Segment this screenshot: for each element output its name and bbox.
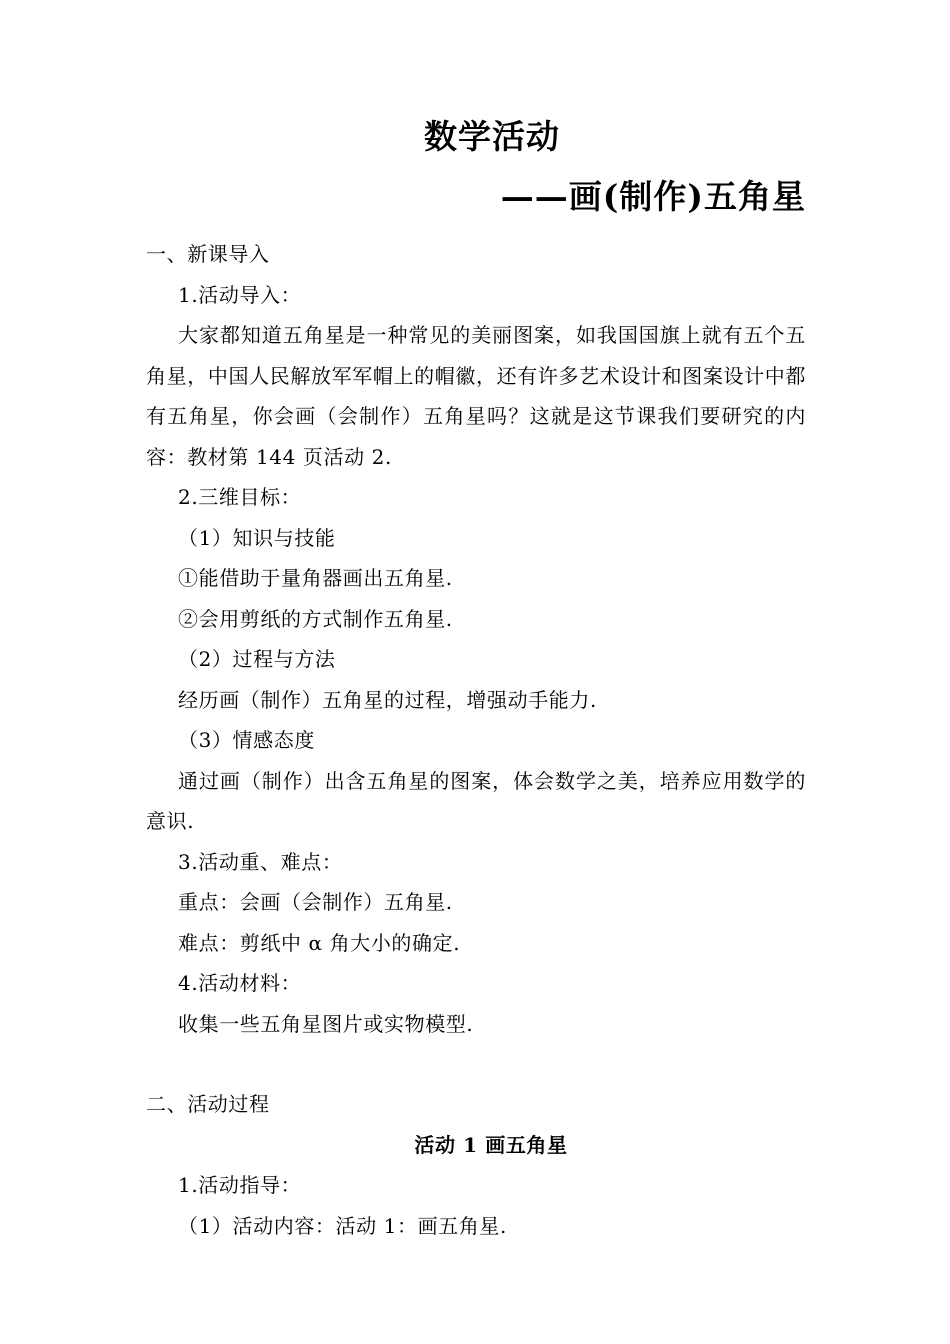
section-spacer [146,1044,806,1084]
document-body [146,234,806,1246]
activity-intro-heading: 1.活动导入： [178,282,302,307]
goal-knowledge-heading: （1）知识与技能 [178,525,336,550]
document-subtitle: ——画(制作)五角星 [500,177,806,216]
goal-knowledge-item-2: ②会用剪纸的方式制作五角星. [178,606,453,631]
difficult-point: 难点：剪纸中 α 角大小的确定. [178,930,461,955]
activity-1-title: 活动 1 画五角星 [414,1132,568,1157]
key-point: 重点：会画（会制作）五角星. [178,890,453,914]
goal-emotion-body: 通过画（制作）出含五角星的图案，体会数学之美，培养应用数学的意识. [146,768,806,833]
goal-knowledge-item-1: ①能借助于量角器画出五角星. [178,566,453,590]
activity-guide-item-1: （1）活动内容：活动 1：画五角星. [178,1213,507,1238]
goal-emotion-heading: （3）情感态度 [178,728,315,752]
materials-body: 收集一些五角星图片或实物模型. [178,1011,474,1036]
section-heading-process: 二、活动过程 [146,1092,270,1116]
activity-intro-paragraph: 大家都知道五角星是一种常见的美丽图案，如我国国旗上就有五个五角星，中国人民解放军军帽上的帽徽，还有许多艺术设计和图案设计中都有五角星，你会画（会制作）五角星吗？这就是这节课我们要研究的内容：教材第 144 页活动 2. [146,323,806,469]
document-title: 数学活动 [424,117,560,156]
goal-process-body: 经历画（制作）五角星的过程，增强动手能力. [178,687,597,712]
activity-guide-heading: 1.活动指导： [178,1173,302,1197]
materials-heading: 4.活动材料： [178,971,302,995]
section-heading-intro: 一、新课导入 [146,242,270,266]
key-points-heading: 3.活动重、难点： [178,849,343,874]
goal-process-heading: （2）过程与方法 [178,647,336,671]
three-goals-heading: 2.三维目标： [178,485,302,509]
